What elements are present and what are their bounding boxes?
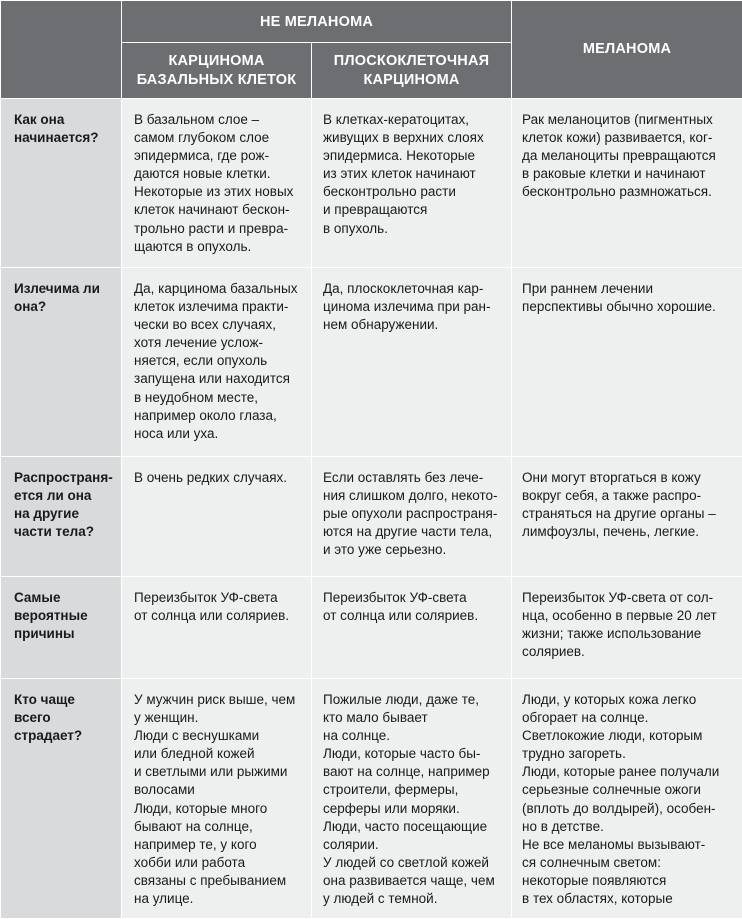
- cell-scc: [312, 457, 512, 577]
- row-question: [1, 99, 122, 268]
- header-scc-label: ПЛОСКОКЛЕТОЧНАЯ КАРЦИНОМА: [312, 52, 511, 90]
- row-question-text: Излечима ли она?: [14, 280, 113, 316]
- cell-melanoma-text: Они могут вторгаться в кожу вокруг себя, а также распро- страняться на другие органы – лимфоузлы, печень, легкие.: [522, 469, 734, 541]
- cell-scc: [312, 99, 512, 268]
- row-question: [1, 679, 122, 919]
- row-question: [1, 457, 122, 577]
- cell-bcc-text: Переизбыток УФ-света от солнца или соляриев.: [134, 589, 303, 625]
- header-row-top: [1, 1, 742, 43]
- cell-melanoma: [512, 457, 742, 577]
- cell-scc-text: Да, плоскоклеточная кар- цинома излечима при ран- нем обнаружении.: [323, 280, 503, 334]
- row-question: [1, 268, 122, 457]
- cell-bcc-text: В базальном слое – самом глубоком слое эпидермиса, где рож- даются новые клетки. Некоторые из этих новых клеток начинают бескон- трольно расти и превра- щаются в опухоль.: [134, 111, 303, 256]
- row-question-text: Самые вероятные причины: [14, 589, 113, 643]
- row-question-text: Распространя- ется ли она на другие части тела?: [14, 469, 113, 541]
- table-row: [1, 679, 742, 919]
- cell-scc: [312, 577, 512, 679]
- header-bcc: [122, 43, 312, 99]
- cell-melanoma-text: Переизбыток УФ-света от сол- нца, особенно в первые 20 лет жизни; также использование соляриев.: [522, 589, 734, 661]
- row-question: [1, 577, 122, 679]
- cell-melanoma: [512, 268, 742, 457]
- cell-melanoma-text: Рак меланоцитов (пигментных клеток кожи) развивается, ког- да меланоциты превращаются в раковые клетки и начинают бесконтрольно размножаться.: [522, 111, 734, 201]
- cell-melanoma: [512, 577, 742, 679]
- row-question-text: Кто чаще всего страдает?: [14, 691, 113, 745]
- cell-scc-text: Если оставлять без лече- ния слишком долго, некото- рые опухоли распространя- ются на другие части тела, и это уже серьезно.: [323, 469, 503, 559]
- cell-bcc: [122, 457, 312, 577]
- cell-scc-text: Переизбыток УФ-света от солнца или соляриев.: [323, 589, 503, 625]
- cell-scc-text: В клетках-кератоцитах, живущих в верхних слоях эпидермиса. Некоторые из этих клеток начинают бесконтрольно расти и превращаются в опухоль.: [323, 111, 503, 238]
- cell-melanoma: [512, 99, 742, 268]
- cell-scc: [312, 679, 512, 919]
- cell-bcc-text: Да, карцинома базальных клеток излечима практи- чески во всех случаях, хотя лечение услож- няется, если опухоль запущена или находится в неудобном месте, например около глаза, носа или уха.: [134, 280, 303, 443]
- header-corner: [1, 1, 122, 99]
- cell-bcc-text: В очень редких случаях.: [134, 469, 303, 487]
- cell-bcc-text: У мужчин риск выше, чем у женщин. Люди с веснушками или бледной кожей и светлыми или рыжими волосами Люди, которые много бывают на солнце, например те, у кого хобби или работа связаны с пребыванием на улице.: [134, 691, 303, 908]
- cell-scc: [312, 268, 512, 457]
- cell-bcc: [122, 577, 312, 679]
- cell-melanoma-text: Люди, у которых кожа легко обгорает на солнце. Светлокожие люди, которым трудно загореть. Люди, которые ранее получали серьезные солнечные ожоги (вплоть до волдырей), особен- но в детстве. Не все меланомы вызывают- ся солнечным светом: некоторые появляются в тех областях, которые: [522, 691, 734, 908]
- table-row: [1, 99, 742, 268]
- cell-melanoma-text: При раннем лечении перспективы обычно хорошие.: [522, 280, 734, 316]
- table-row: [1, 457, 742, 577]
- row-question-text: Как она начинается?: [14, 111, 113, 147]
- cell-melanoma: [512, 679, 742, 919]
- header-melanoma: МЕЛАНОМА: [512, 1, 742, 99]
- cell-bcc: [122, 679, 312, 919]
- cell-bcc: [122, 268, 312, 457]
- table-row: [1, 577, 742, 679]
- table-row: [1, 268, 742, 457]
- header-bcc-label: КАРЦИНОМА БАЗАЛЬНЫХ КЛЕТОК: [122, 52, 311, 90]
- header-scc: [312, 43, 512, 99]
- cell-scc-text: Пожилые люди, даже те, кто мало бывает на солнце. Люди, которые часто бы- вают на солнце, например строители, фермеры, серферы или моряки. Люди, часто посещающие солярии. У людей со светлой кожей она развивается чаще, чем у людей с темной.: [323, 691, 503, 908]
- header-group-non-melanoma: НЕ МЕЛАНОМА: [122, 1, 512, 43]
- cell-bcc: [122, 99, 312, 268]
